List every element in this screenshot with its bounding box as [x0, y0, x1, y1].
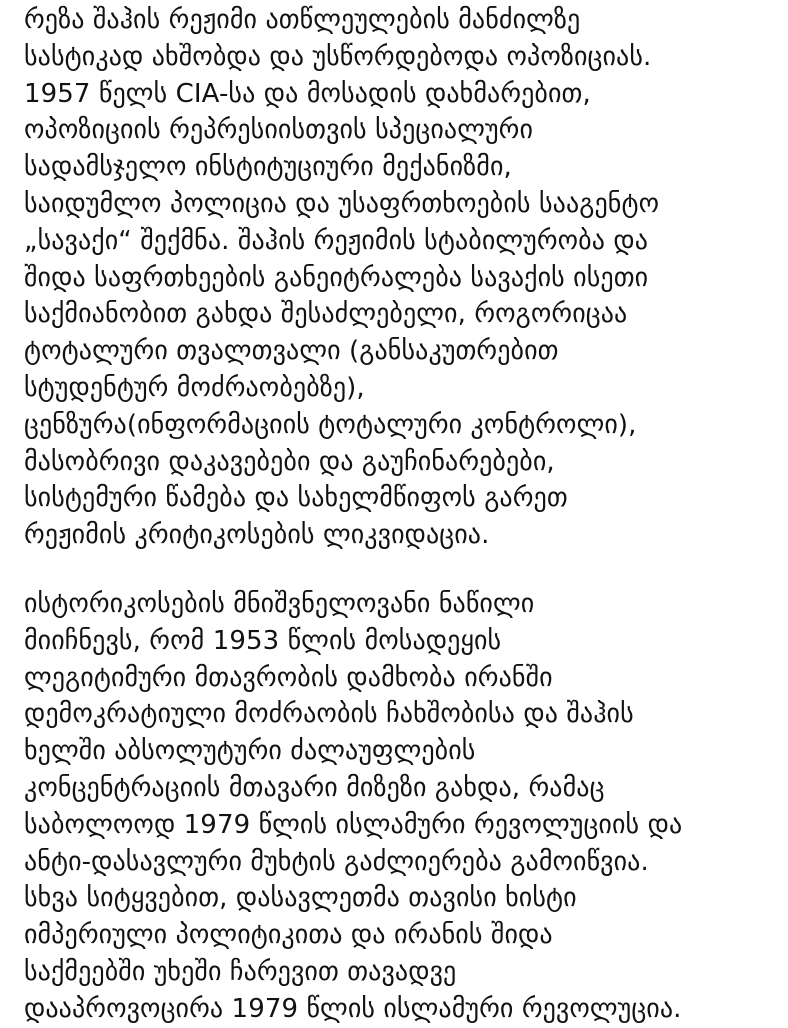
text-line: მიიჩნევს, რომ 1953 წლის მოსადეყის	[24, 625, 502, 656]
text-line: სისტემური წამება და სახელმწიფოს გარეთ	[24, 483, 568, 514]
text-line: ცენზურა(ინფორმაციის ტოტალური კონტროლი),	[24, 409, 637, 440]
text-line: ტოტალური თვალთვალი (განსაკუთრებით	[24, 336, 559, 367]
text-line: შიდა საფრთხეების განეიტრალება სავაქის ისეთი	[24, 262, 649, 293]
text-line: ისტორიკოსების მნიშვნელოვანი ნაწილი	[24, 589, 535, 619]
text-line: საიდუმლო პოლიცია და უსაფრთხოების სააგენტო	[24, 188, 660, 219]
text-line: დემოკრატიული მოძრაობის ჩახშობისა და შაჰის	[24, 699, 634, 730]
text-line: კონცენტრაციის მთავარი მიზეზი გახდა, რამაც	[24, 772, 605, 803]
text-line: რეჟიმის კრიტიკოსების ლიკვიდაცია.	[24, 520, 490, 551]
paragraph-2	[24, 586, 774, 1028]
text-line: ხელში აბსოლუტური ძალაუფლების	[24, 736, 476, 767]
text-line: იმპერიული პოლიტიკითა და ირანის შიდა	[24, 920, 553, 951]
text-line: სასტიკად ახშობდა და უსწორდებოდა ოპოზიციას.	[24, 41, 652, 72]
text-line: მასობრივი დაკავებები და გაუჩინარებები,	[24, 446, 555, 477]
text-line: საქმიანობით გახდა შესაძლებელი, როგორიცაა	[24, 299, 628, 330]
text-line: დააპროვოცირა 1979 წლის ისლამური რევოლუცია.	[24, 993, 682, 1024]
text-line: 1957 წელს CIA-სა და მოსადის დახმარებით,	[24, 78, 591, 109]
text-line: სხვა სიტყვებით, დასავლეთმა თავისი ხისტი	[24, 883, 577, 914]
text-line: სადამსჯელო ინსტიტუციური მექანიზმი,	[24, 152, 512, 183]
text-line: ლეგიტიმური მთავრობის დამხობა ირანში	[24, 662, 553, 693]
text-line: საქმეებში უხეში ჩარევით თავადვე	[24, 956, 457, 987]
text-line: საბოლოოდ 1979 წლის ისლამური რევოლუციის და	[24, 809, 683, 840]
text-line: ოპოზიციის რეპრესიისთვის სპეციალური	[24, 115, 534, 146]
text-line: ანტი-დასავლური მუხტის გაძლიერება გამოიწვია.	[24, 846, 649, 877]
text-line: რეზა შაჰის რეჟიმი ათწლეულების მანძილზე	[24, 5, 581, 35]
text-line: „სავაქი“ შექმნა. შაჰის რეჟიმის სტაბილურობა და	[24, 225, 649, 256]
paragraph-1	[24, 2, 774, 554]
text-line: სტუდენტურ მოძრაობებზე),	[24, 372, 365, 403]
